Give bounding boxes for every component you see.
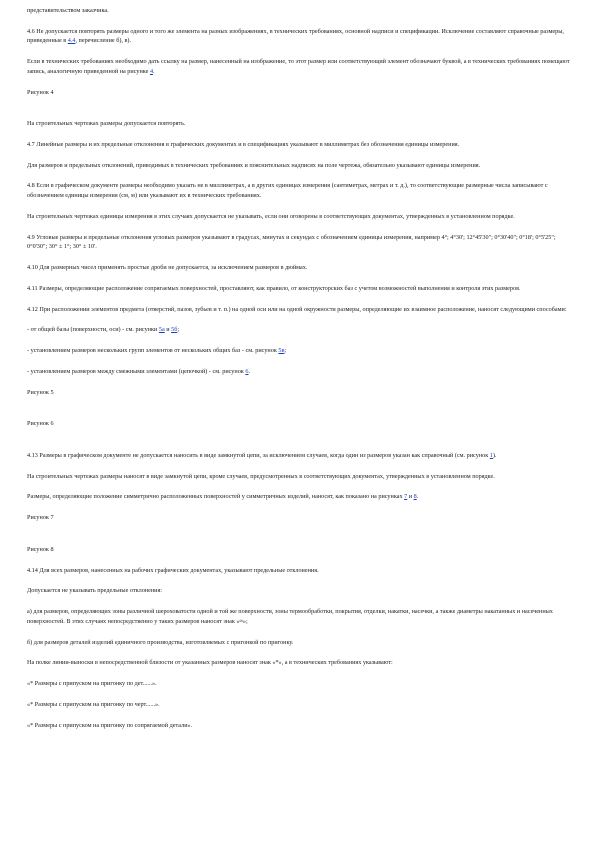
- text-run: и: [407, 493, 414, 501]
- paragraph: [27, 451, 575, 461]
- text-run: - от общей базы (поверхности, оси) - см. рисунки: [27, 326, 159, 334]
- paragraph: [27, 472, 575, 482]
- paragraph: [27, 140, 575, 150]
- text-run: Если в технических требованиях необходимо дать ссылку на размер, нанесенный на изображение, то этот размер или соответствующий элемент обозначают буквой, а в технических требованиях помещают запись, аналогичную приведенной на рисунке: [27, 58, 570, 75]
- paragraph: [27, 161, 575, 171]
- text-run: 4.8 Если в графическом документе размеры необходимо указать не в миллиметрах, а в других единицах измерения (сантиметрах, метрах и т. д.), то соответствующие размерные числа записывают с обозначением единицы измерения (см, м) или указывают их в технических требованиях.: [27, 182, 548, 200]
- text-run: 4.14 Для всех размеров, нанесенных на рабочих графических документах, указывают предельные отклонения.: [27, 566, 319, 574]
- text-run: Для размеров и предельных отклонений, приводимых в технических требованиях и пояснительных надписях на поле чертежа, обязательно указывают единицы измерения.: [27, 161, 481, 169]
- figure-caption: [27, 88, 575, 98]
- paragraph: [27, 305, 575, 315]
- paragraph: [27, 607, 575, 626]
- cross-reference-link[interactable]: 5а: [158, 326, 165, 334]
- paragraph: [27, 492, 575, 502]
- text-run: На полке линии-выноски в непосредственной близости от указанных размеров наносят знак «*», а в технических требованиях указывают:: [27, 659, 393, 667]
- paragraph: [27, 346, 575, 356]
- paragraph: [27, 367, 575, 377]
- paragraph: [27, 679, 575, 689]
- paragraph: [27, 700, 575, 710]
- cross-reference-link[interactable]: 5б: [171, 326, 178, 334]
- paragraph: [27, 284, 575, 294]
- text-run: На строительных чертежах размеры наносят в виде замкнутой цепи, кроме случаев, предусмотренных в соответствующих документах, утвержденных в установленном порядке.: [27, 472, 495, 480]
- paragraph: [27, 638, 575, 648]
- text-run: ;: [284, 347, 287, 355]
- text-run: а) для размеров, определяющих зоны различной шероховатости одной и той же поверхности, зоны термообработки, покрытия, отделки, накатки, насечки, а также диаметры накатанных и насеченных поверхностей. В этих случаях непосредственно у таких размеров наносят знак «≈»;: [27, 608, 553, 625]
- text-run: 4.12 При расположении элементов предмета (отверстий, пазов, зубьев и т. п.) на одной оси или на одной окружности размеры, определяющие их взаимное расположение, наносят следующими способами:: [27, 305, 567, 313]
- cross-reference-link[interactable]: 5в: [278, 347, 285, 355]
- paragraph: [27, 57, 575, 76]
- figure-caption: [27, 513, 575, 523]
- text-run: .: [248, 367, 251, 375]
- text-run: - установлением размеров между смежными элементами (цепочкой) - см. рисунок: [27, 367, 246, 375]
- paragraph: [27, 658, 575, 668]
- text-run: б) для размеров деталей изделий единичного производства, изготовляемых с пригонкой по пригонку.: [27, 638, 294, 646]
- paragraph: [27, 119, 575, 129]
- text-run: Допускается не указывать предельные отклонения:: [27, 587, 163, 595]
- cross-reference-link[interactable]: 4.4: [67, 37, 76, 45]
- paragraph: [27, 263, 575, 273]
- text-run: Рисунок 7: [27, 514, 54, 522]
- paragraph: [27, 325, 575, 335]
- text-run: 4.9 Угловые размеры и предельные отклонения угловых размеров указывают в градусах, минутах и секундах с обозначением единицы измерения, например 4°; 4°30'; 12°45'30"; 0°30'40"; 0°18'; 0°5'25"; 0°0'30"; 30° ± 1°; 30° ± 10'.: [27, 233, 556, 251]
- text-run: 4.6 Не допускается повторять размеры одного и того же элемента на разных изображениях, в технических требованиях, основной надписи и спецификации. Исключение составляют справочные размеры, приведенные в: [27, 27, 564, 45]
- text-run: «* Размеры с припуском на пригонку по сопрягаемой детали».: [27, 721, 193, 729]
- cross-reference-link[interactable]: 8: [413, 493, 417, 501]
- text-run: 4.10 Для размерных чисел применять простые дроби не допускается, за исключением размеров в дюймах.: [27, 264, 308, 271]
- text-run: и: [164, 326, 172, 334]
- document-page: [27, 6, 575, 741]
- text-run: Рисунок 8: [27, 545, 54, 553]
- text-run: - установлением размеров нескольких групп элементов от нескольких общих баз - см. рисунок: [27, 347, 279, 355]
- figure-caption: [27, 388, 575, 398]
- text-run: 4.7 Линейные размеры и их предельные отклонения в графических документах и в спецификациях указывают в миллиметрах без обозначения единицы измерения.: [27, 140, 460, 148]
- paragraph: [27, 566, 575, 576]
- text-run: «* Размеры с припуском на пригонку по дет......».: [27, 680, 157, 688]
- text-run: представительством заказчика.: [27, 7, 109, 14]
- text-run: 4.11 Размеры, определяющие расположение сопрягаемых поверхностей, проставляют, как правило, от конструкторских баз с учетом возможностей выполнения и контроля этих размеров.: [27, 284, 521, 292]
- text-run: ;: [177, 326, 180, 334]
- text-run: 4.13 Размеры в графическом документе не допускается наносить в виде замкнутой цепи, за исключением случаев, когда один из размеров указан как справочный (см. рисунок: [27, 451, 490, 459]
- text-run: «* Размеры с припуском на пригонку по черт......».: [27, 700, 160, 708]
- paragraph: [27, 181, 575, 200]
- text-run: Рисунок 5: [27, 388, 54, 396]
- text-run: .: [416, 493, 419, 501]
- text-run: , перечисление б), в).: [75, 37, 132, 45]
- text-run: Рисунок 4: [27, 88, 54, 96]
- cross-reference-link[interactable]: 7: [404, 493, 408, 501]
- paragraph: [27, 586, 575, 596]
- paragraph: [27, 6, 575, 16]
- paragraph: [27, 545, 575, 555]
- cross-reference-link[interactable]: 6: [245, 367, 249, 375]
- cross-reference-link[interactable]: 1: [489, 451, 493, 459]
- cross-reference-link[interactable]: 4: [149, 67, 154, 75]
- text-run: Размеры, определяющие положение симметрично расположенных поверхностей у симметричных изделий, наносят, как показано на рисунках: [27, 493, 405, 501]
- figure-caption: [27, 419, 575, 429]
- text-run: ).: [492, 451, 497, 459]
- paragraph: [27, 233, 575, 252]
- paragraph: [27, 212, 575, 222]
- paragraph: [27, 721, 575, 731]
- text-run: На строительных чертежах размеры допускается повторять.: [27, 120, 186, 128]
- text-run: .: [153, 67, 155, 75]
- text-run: На строительных чертежах единицы измерения в этих случаях допускается не указывать, если они оговорены в соответствующих документах, утвержденных в установленном порядке.: [27, 212, 515, 220]
- text-run: Рисунок 6: [27, 420, 54, 428]
- paragraph: [27, 27, 575, 46]
